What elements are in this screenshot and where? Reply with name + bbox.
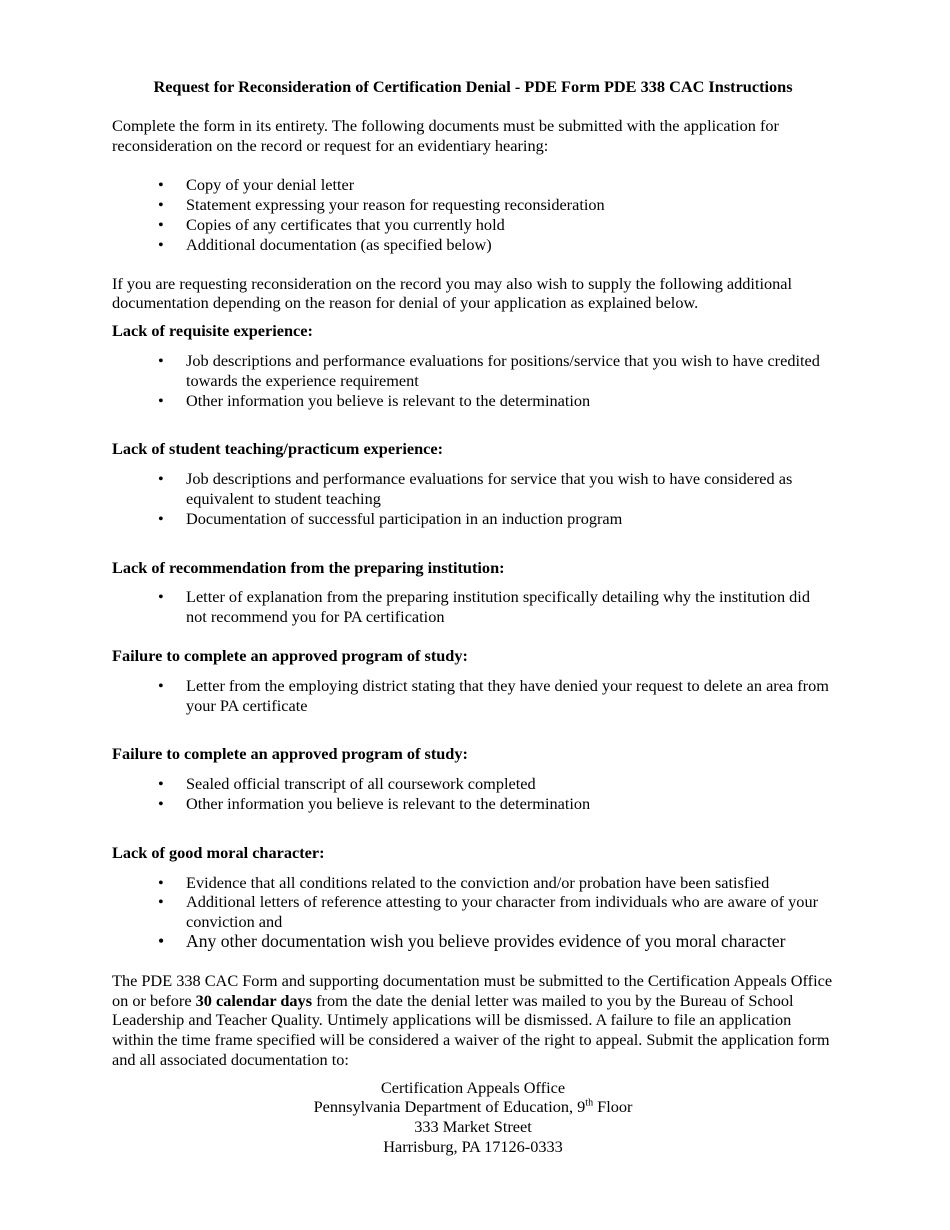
section-list-recommendation	[112, 587, 834, 627]
bullet-icon: •	[158, 774, 164, 794]
intro-paragraph: Complete the form in its entirety. The following documents must be submitted with the application for reconsideration on the record or request for an evidentiary hearing:	[112, 115, 779, 155]
section-heading-approved-program-2: Failure to complete an approved program of study:	[112, 744, 468, 764]
document-title: Request for Reconsideration of Certification Denial - PDE Form PDE 338 CAC Instructions	[153, 77, 793, 96]
section-list-approved-program-2	[112, 774, 834, 814]
list-item: • Other information you believe is relevant to the determination	[158, 793, 591, 813]
section-list-moral-character	[112, 873, 834, 952]
additional-documentation-paragraph: If you are requesting reconsideration on the record you may also wish to supply the following additional documentation depending on the reason for denial of your application as explained below.	[112, 273, 793, 313]
section-list-requisite-experience	[112, 351, 834, 410]
bullet-icon: •	[158, 469, 164, 489]
section-heading-student-teaching: Lack of student teaching/practicum experience:	[112, 439, 443, 459]
bullet-icon: •	[158, 675, 164, 695]
bullet-icon: •	[158, 390, 164, 410]
list-item: • Letter from the employing district stating that they have denied your request to delete an area from your PA certificate	[158, 675, 829, 715]
list-item: • Additional documentation (as specified below)	[158, 234, 492, 254]
deadline-emphasis: 30 calendar days	[195, 990, 313, 1010]
address-street: 333 Market Street	[414, 1117, 532, 1137]
document-page	[112, 77, 834, 1157]
list-item: • Any other documentation wish you believe provides evidence of you moral character	[158, 930, 786, 951]
bullet-icon: •	[158, 892, 164, 912]
required-documents-list	[112, 175, 834, 254]
list-item: • Documentation of successful participation in an induction program	[158, 508, 623, 528]
list-item: • Statement expressing your reason for requesting reconsideration	[158, 195, 605, 215]
bullet-icon: •	[158, 175, 164, 195]
section-heading-moral-character: Lack of good moral character:	[112, 842, 325, 862]
bullet-icon: •	[158, 234, 164, 254]
address-department: Pennsylvania Department of Education, 9th Floor	[313, 1097, 633, 1117]
bullet-icon: •	[158, 587, 164, 607]
list-item: • Evidence that all conditions related to the conviction and/or probation have been satisfied	[158, 872, 770, 892]
submission-instructions-paragraph: The PDE 338 CAC Form and supporting documentation must be submitted to the Certification Appeals Office on or before 30 calendar days from the date the denial letter was mailed to you by the Bureau of School Leadership and Teacher Quality. Untimely applications will be dismissed. A failure to file an application within the time frame specified will be considered a waiver of the right to appeal. Submit the application form and all associated documentation to:	[112, 970, 833, 1069]
bullet-icon: •	[158, 793, 164, 813]
address-office: Certification Appeals Office	[380, 1077, 566, 1097]
bullet-icon: •	[158, 195, 164, 215]
section-heading-recommendation: Lack of recommendation from the preparing institution:	[112, 557, 505, 577]
bullet-icon: •	[158, 214, 164, 234]
list-item: • Copies of any certificates that you currently hold	[158, 214, 505, 234]
list-item: • Additional letters of reference attesting to your character from individuals who are aware of your conviction and	[158, 892, 819, 932]
mailing-address	[112, 1078, 834, 1157]
section-list-student-teaching	[112, 469, 834, 528]
list-item: • Other information you believe is relevant to the determination	[158, 390, 591, 410]
bullet-icon: •	[158, 508, 164, 528]
section-heading-requisite-experience: Lack of requisite experience:	[112, 321, 313, 341]
list-item: • Job descriptions and performance evaluations for service that you wish to have considered as equivalent to student teaching	[158, 469, 793, 508]
list-item: • Sealed official transcript of all coursework completed	[158, 774, 536, 794]
bullet-icon: •	[158, 930, 165, 951]
list-item: • Job descriptions and performance evaluations for positions/service that you wish to have credited towards the experience requirement	[158, 350, 820, 390]
address-city: Harrisburg, PA 17126-0333	[383, 1137, 563, 1157]
bullet-icon: •	[158, 350, 164, 370]
section-list-approved-program-1	[112, 676, 834, 716]
bullet-icon: •	[158, 872, 164, 892]
section-heading-approved-program-1: Failure to complete an approved program of study:	[112, 645, 468, 665]
list-item: • Copy of your denial letter	[158, 175, 355, 195]
list-item: • Letter of explanation from the preparing institution specifically detailing why the institution did not recommend you for PA certification	[158, 587, 810, 627]
